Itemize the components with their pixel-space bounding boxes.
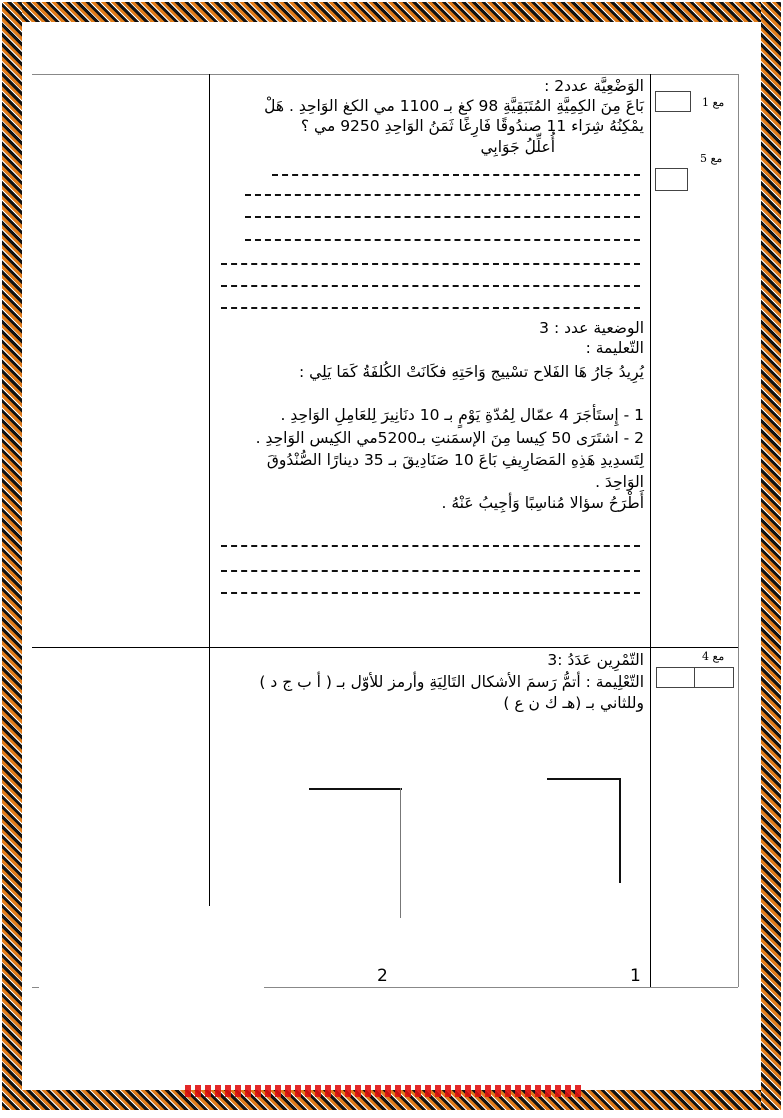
- situation-2-line-3: أُعلِّلُ جَوَابِي: [480, 138, 555, 156]
- table-left-divider: [209, 74, 210, 906]
- exercise-3-title: التّمْرِين عَدَدُ :3: [547, 651, 644, 669]
- criterion-4-score-box-b[interactable]: [694, 667, 734, 688]
- exercise-3-instruction: التّعْلِيمة : أتمُّ رَسمَ الأشكال التَالِيَةِ وأرمز للأوّل بـ ( أ ب ج د ): [259, 673, 644, 691]
- answer-line[interactable]: [221, 545, 640, 547]
- decorative-border-right: [761, 2, 781, 1110]
- criterion-1-label: مع 1: [702, 96, 725, 109]
- criterion-5-score-box[interactable]: [655, 168, 688, 191]
- table-outer-right: [738, 74, 739, 987]
- situation-3-item-2: 2 - اشتَرَى 50 كِيسا مِنَ الإسمَنتِ بـ5200مي الكِيس الوَاحِدِ .: [255, 429, 644, 447]
- watermark-strip: [185, 1085, 585, 1097]
- situation-3-title: الوضعية عدد : 3: [539, 319, 644, 337]
- figure-1-label: 1: [630, 966, 641, 986]
- answer-line[interactable]: [221, 307, 640, 309]
- figure-2-top-edge: [309, 788, 402, 790]
- situation-3-item-1: 1 - إِستَأجَرَ 4 عمّال لِمُدّةِ يَوْمٍ بـ 10 دنَانِيرَ لِلعَامِلِ الوَاحِدِ .: [280, 406, 644, 424]
- figure-2-label: 2: [377, 966, 388, 986]
- situation-3-question: أَطْرَحُ سؤالا مُناسِبًا وَأجِيبُ عَنْهُ .: [441, 494, 644, 512]
- decorative-border-left: [2, 2, 22, 1110]
- answer-line[interactable]: [221, 592, 640, 594]
- criterion-5-label: مع 5: [700, 152, 723, 165]
- answer-line[interactable]: [221, 285, 640, 287]
- answer-line[interactable]: [245, 216, 640, 218]
- table-bottom-border: [264, 987, 738, 988]
- table-row-divider: [32, 647, 738, 648]
- situation-3-item-3b: الوَاحِدَ .: [595, 473, 644, 491]
- figure-2-right-edge: [400, 788, 401, 918]
- answer-line[interactable]: [245, 239, 640, 241]
- criterion-1-score-box[interactable]: [655, 91, 691, 112]
- situation-2-line-1: بَاعَ مِنَ الكِمِيَّةِ المُتَبَقِيَّةِ 98 كغ بـ 1100 مي الكغ الوَاحِدِ . هَلْ: [264, 97, 644, 115]
- situation-3-item-3a: لِتَسدِيدِ هَذِهِ المَصَارِيفِ بَاعَ 10 صَنَادِيقَ بـ 35 دينارًا الصُّنْدُوقَ: [266, 451, 644, 469]
- decorative-border-top: [2, 2, 781, 22]
- answer-line[interactable]: [245, 194, 640, 196]
- answer-line[interactable]: [272, 174, 640, 176]
- table-top-border: [32, 74, 738, 75]
- situation-2-title: الوَضْعِيَّة عدد2 :: [544, 77, 644, 95]
- figure-1-right-edge: [619, 778, 621, 883]
- criterion-4-score-box-a[interactable]: [656, 667, 696, 688]
- situation-3-intro: يُرِيدُ جَارُ هَا الفَلاح تسْييج وَاحَتِهِ فكَانَتْ الكُلفَةُ كَمَا يَلِي :: [298, 363, 644, 381]
- answer-line[interactable]: [221, 570, 640, 572]
- situation-3-instruction-label: التّعليمة :: [585, 339, 644, 357]
- situation-2-line-2: يمْكِنُهُ شِرَاء 11 صندُوقًا فَارِغًا ثَمَنُ الوَاحِدِ 9250 مي ؟: [300, 117, 644, 135]
- answer-line[interactable]: [221, 263, 640, 265]
- figure-1-top-edge: [547, 778, 620, 780]
- exercise-3-instruction-2: وللثاني بـ (هـ ك ن ع ): [503, 694, 644, 712]
- table-bottom-stub: [32, 987, 39, 988]
- table-right-divider: [650, 74, 651, 987]
- criterion-4-label: مع 4: [702, 650, 725, 663]
